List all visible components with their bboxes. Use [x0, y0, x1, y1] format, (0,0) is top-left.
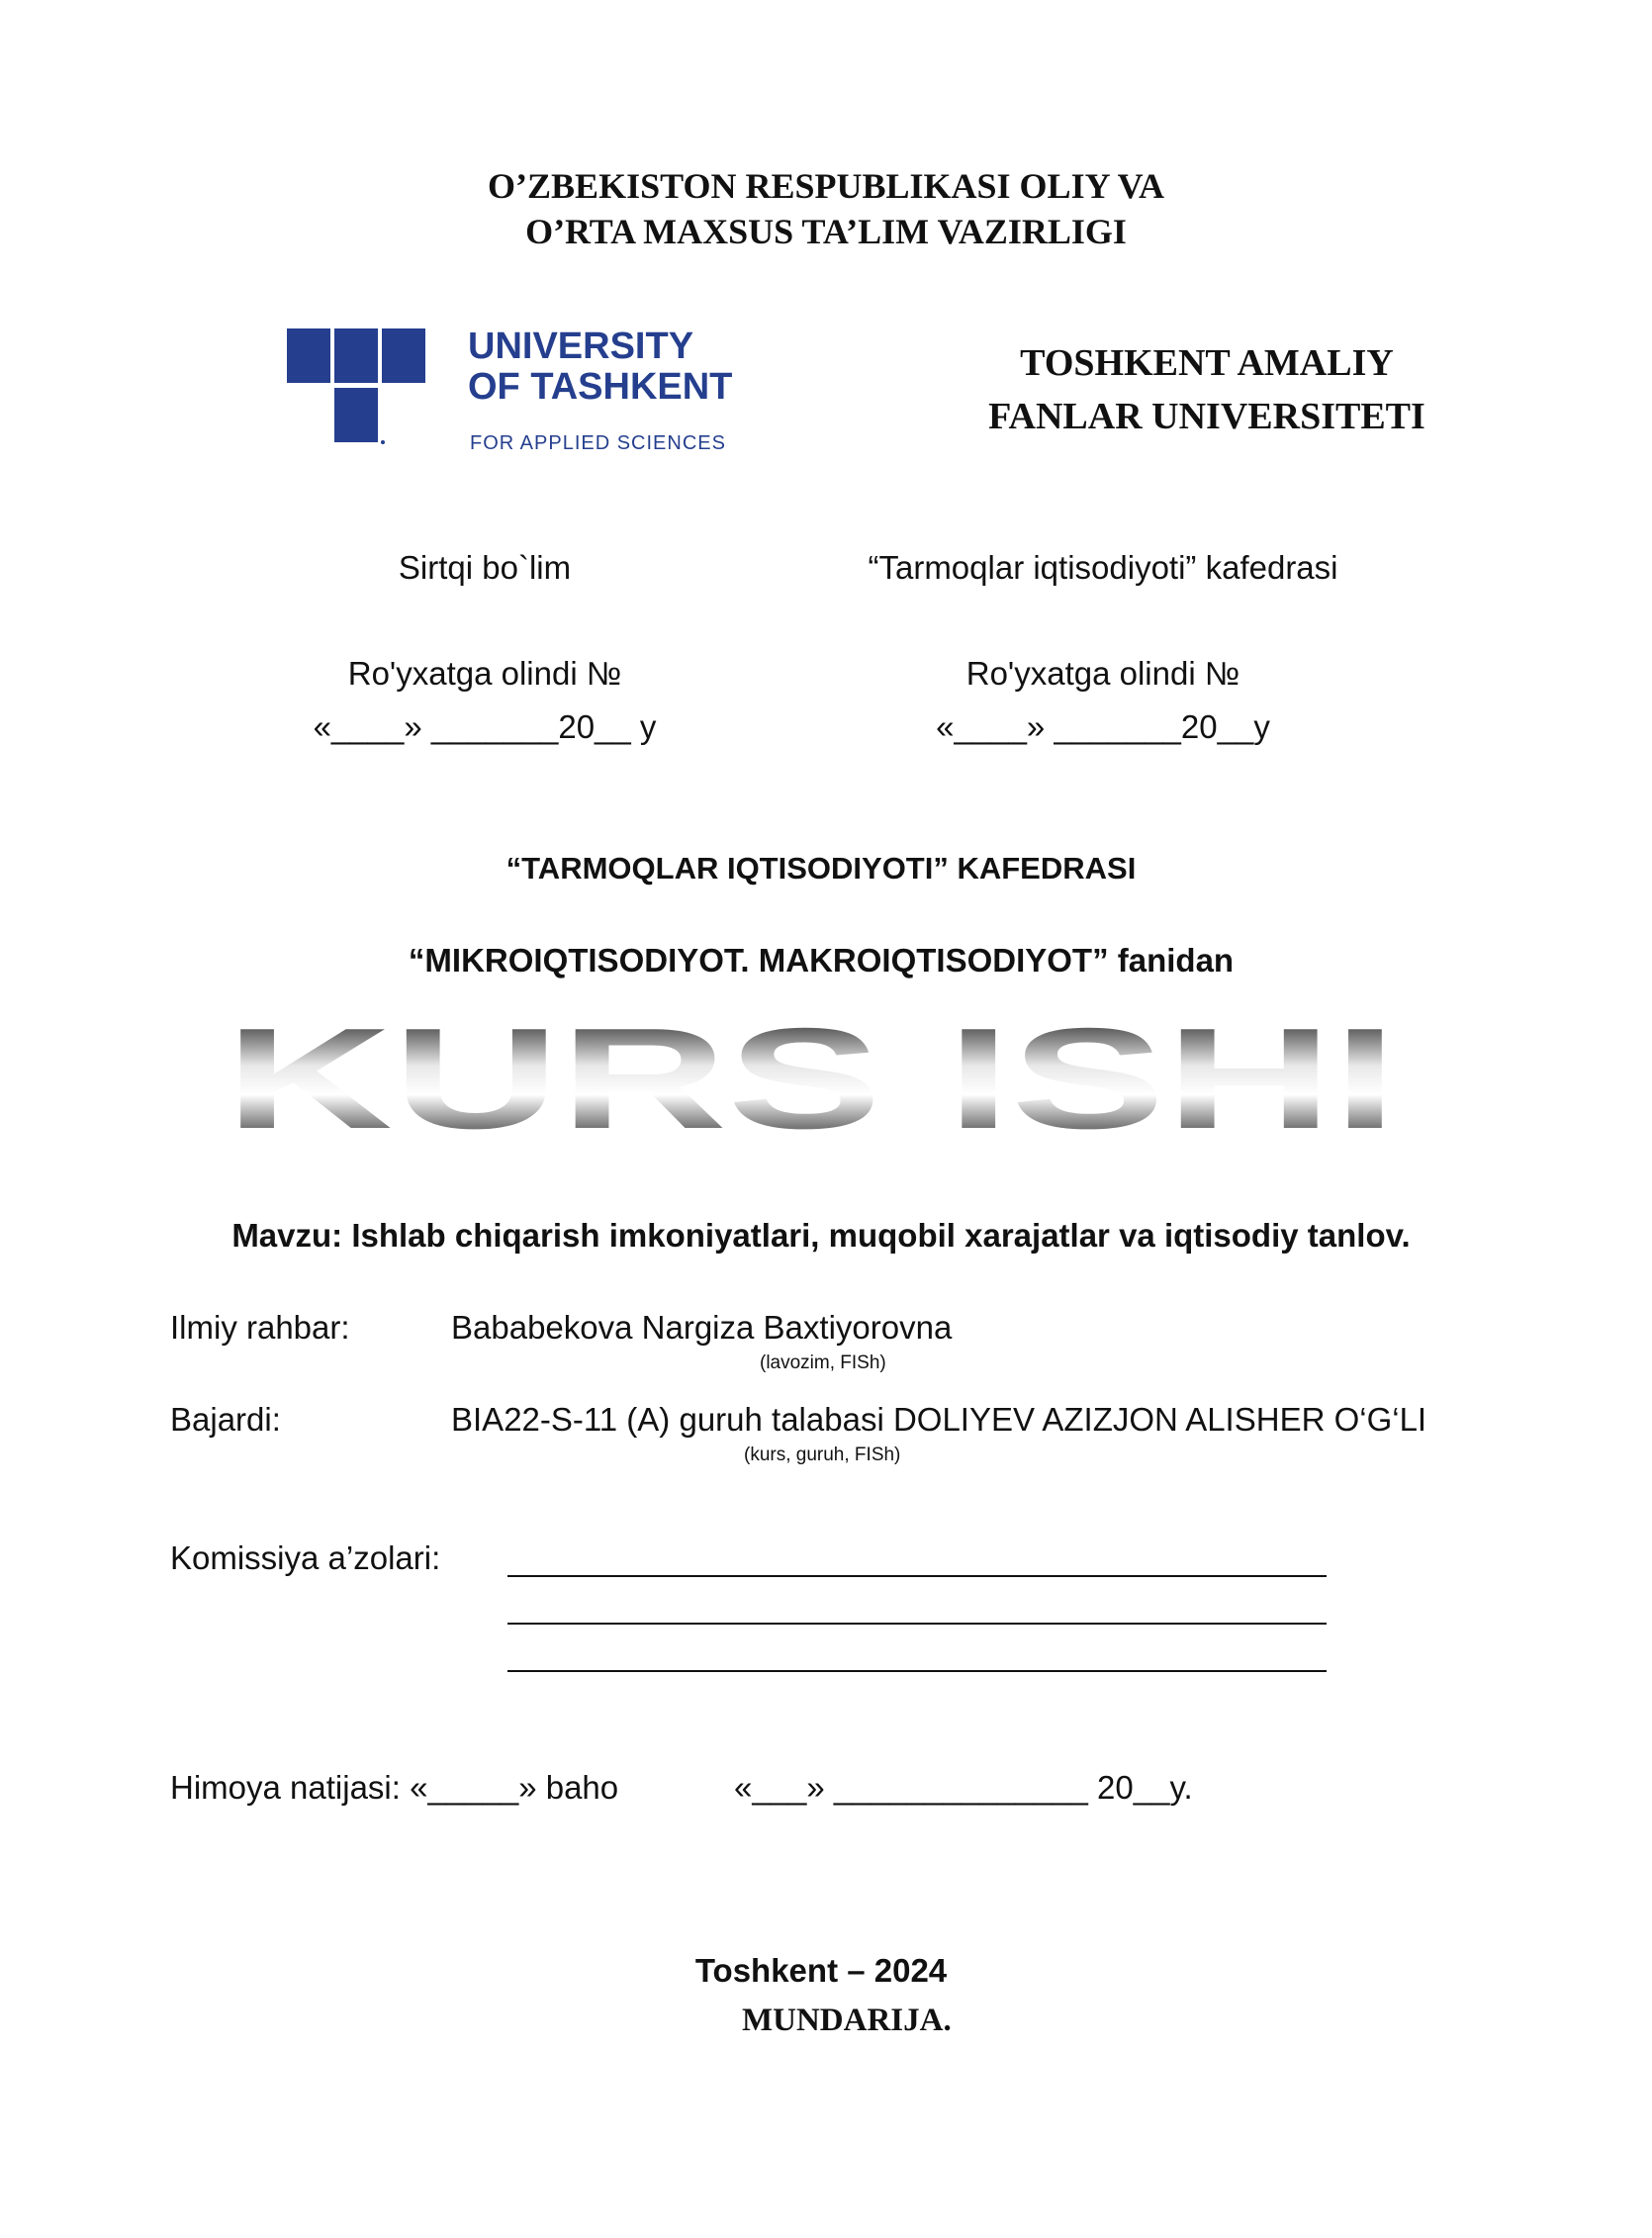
defense-result: Himoya natijasi: «_____» baho	[170, 1769, 619, 1806]
left-department: Sirtqi bo`lim	[398, 549, 572, 586]
right-registered: Ro'yxatga olindi №	[965, 655, 1240, 692]
supervisor-note: (lavozim, FISh)	[760, 1352, 886, 1373]
commission-line-2	[507, 1623, 1327, 1625]
left-registration-date: «____» _______20__ y	[313, 708, 657, 745]
ministry-header	[0, 163, 1652, 254]
supervisor-name: Bababekova Nargiza Baxtiyorovna	[451, 1309, 953, 1346]
commission-line-1	[507, 1575, 1327, 1577]
university-logo-blocks-icon	[287, 326, 733, 465]
left-registered: Ro'yxatga olindi №	[347, 655, 622, 692]
commission-label: Komissiya a’zolari:	[170, 1539, 441, 1576]
university-logo	[287, 326, 733, 465]
supervisor-label: Ilmiy rahbar:	[170, 1309, 350, 1346]
ministry-line-1: O’ZBEKISTON RESPUBLIKASI OLIY VA	[488, 166, 1164, 206]
right-department: “Tarmoqlar iqtisodiyoti” kafedrasi	[868, 549, 1338, 586]
topic: Mavzu: Ishlab chiqarish imkoniyatlari, muqobil xarajatlar va iqtisodiy tanlov.	[231, 1217, 1411, 1254]
university-name	[950, 336, 1464, 443]
performer-name: BIA22-S-11 (A) guruh talabasi DOLIYEV AZIZJON ALISHER O‘G‘LI	[451, 1401, 1427, 1438]
university-name-line-1: TOSHKENT AMALIY	[1020, 342, 1394, 384]
subject-heading: “MIKROIQTISODIYOT. MAKROIQTISODIYOT” fanidan	[408, 942, 1235, 979]
banner-title: KURS ISHI	[225, 998, 1398, 1159]
city-year: Toshkent – 2024	[694, 1952, 948, 1989]
defense-date: «___» ______________ 20__y.	[734, 1769, 1193, 1806]
commission-line-3	[507, 1670, 1327, 1672]
logo-text-line-2: OF TASHKENT	[468, 366, 733, 408]
department-heading: “TARMOQLAR IQTISODIYOTI” KAFEDRASI	[505, 851, 1137, 886]
performer-note: (kurs, guruh, FISh)	[744, 1445, 901, 1465]
performer-label: Bajardi:	[170, 1401, 281, 1438]
logo-text-line-3: FOR APPLIED SCIENCES	[470, 432, 726, 454]
right-registration-date: «____» _______20__y	[936, 708, 1270, 745]
logo-text-line-1: UNIVERSITY	[468, 326, 694, 367]
contents-title: MUNDARIJA.	[742, 2003, 952, 2038]
ministry-line-2: O’RTA MAXSUS TA’LIM VAZIRLIGI	[525, 212, 1127, 251]
university-name-line-2: FANLAR UNIVERSITETI	[988, 396, 1425, 437]
course-work-banner	[223, 998, 1400, 1159]
